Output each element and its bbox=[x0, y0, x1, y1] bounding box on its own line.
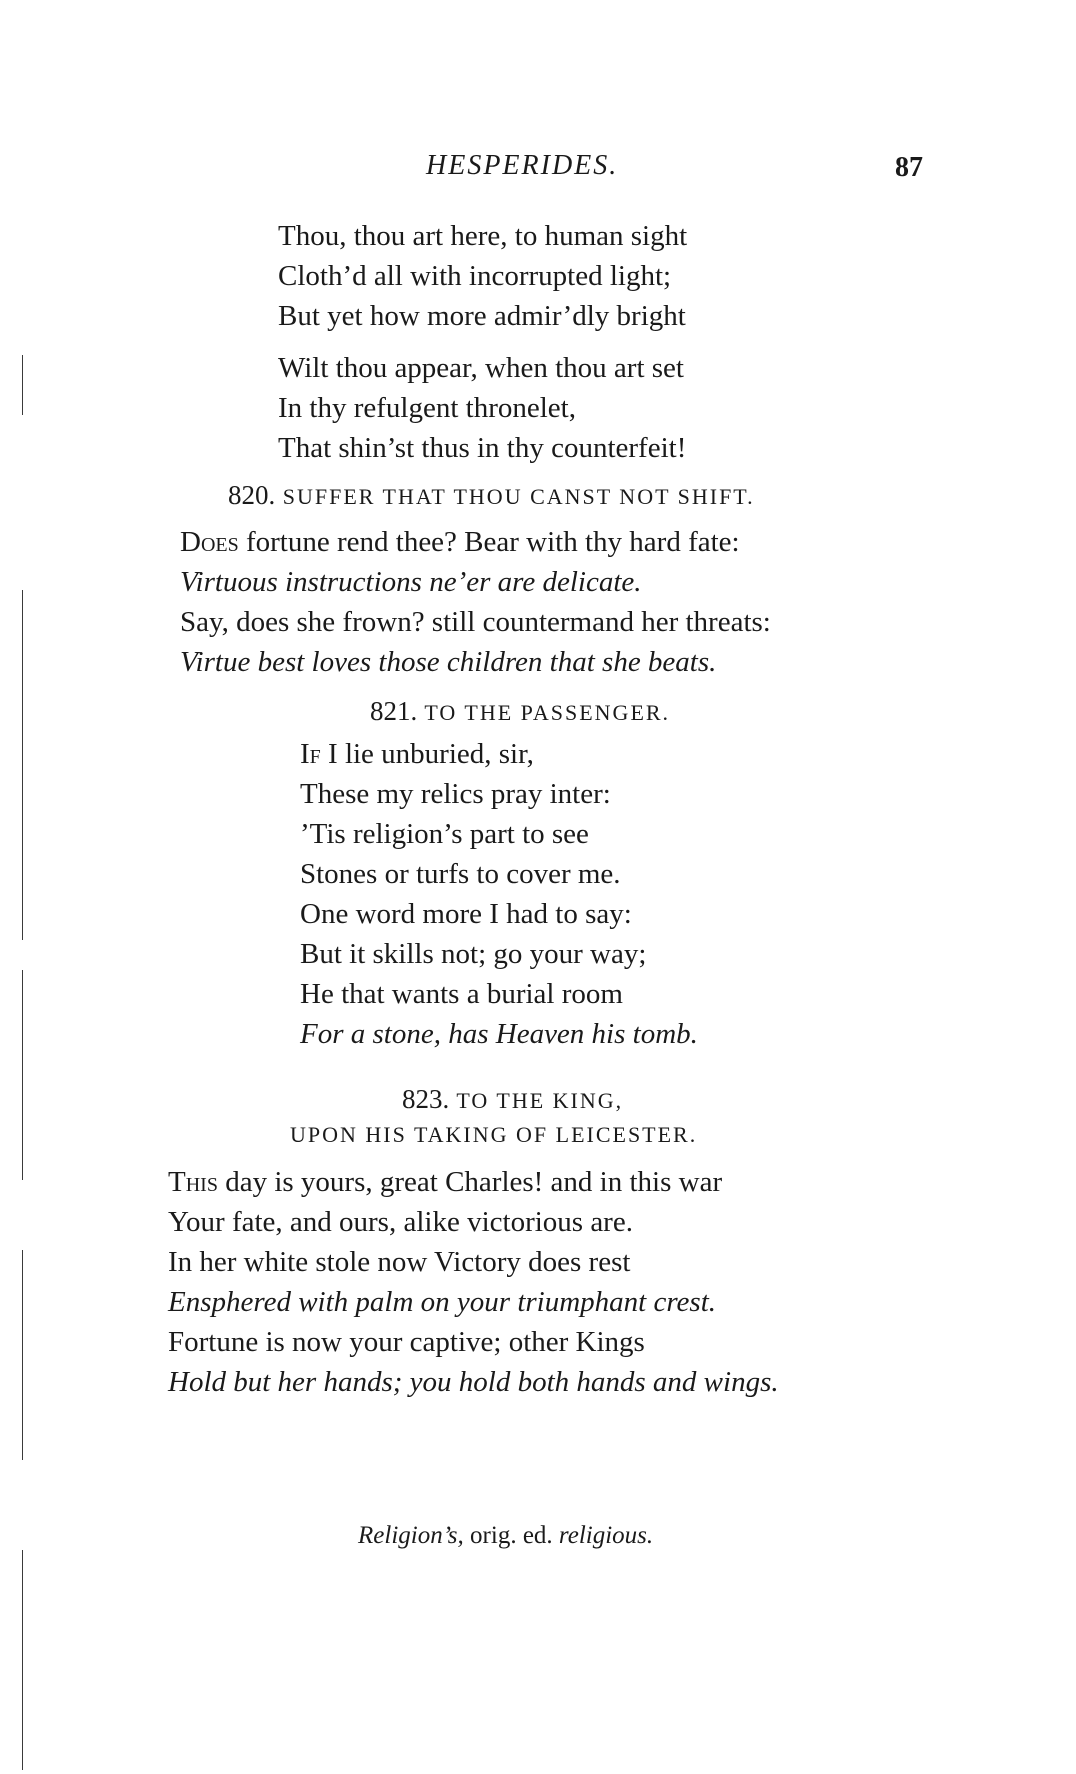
poem-823 bbox=[168, 1162, 779, 1402]
footnote bbox=[358, 1522, 653, 1550]
verse-line: Virtue best loves those children that she beats. bbox=[180, 646, 717, 678]
line-rest: day is yours, great Charles! and in this war bbox=[217, 1166, 723, 1198]
verse-line bbox=[180, 522, 771, 562]
verse-line: Your fate, and ours, alike victorious are. bbox=[168, 1206, 633, 1238]
initial-word: This bbox=[168, 1166, 218, 1198]
poem-heading-823 bbox=[402, 1084, 623, 1115]
poem-number: 821. bbox=[370, 696, 418, 726]
footnote-middle: orig. ed. bbox=[463, 1522, 559, 1549]
poem-subtitle-823: UPON HIS TAKING OF LEICESTER. bbox=[290, 1122, 698, 1147]
verse-line: Cloth’d all with incorrupted light; bbox=[278, 260, 672, 292]
verse-line: That shin’st thus in thy counterfeit! bbox=[278, 432, 687, 464]
verse-line: One word more I had to say: bbox=[300, 898, 632, 930]
page-number: 87 bbox=[895, 152, 923, 183]
verse-line: He that wants a burial room bbox=[300, 978, 623, 1010]
verse-line: But it skills not; go your way; bbox=[300, 938, 647, 970]
scan-edge-mark bbox=[22, 1550, 23, 1770]
poem-title: SUFFER THAT THOU CANST NOT SHIFT. bbox=[282, 484, 755, 509]
poem-820 bbox=[180, 522, 771, 682]
footnote-term: Religion’s, bbox=[358, 1522, 464, 1549]
verse-line: Stones or turfs to cover me. bbox=[300, 858, 621, 890]
poem-heading-820 bbox=[228, 480, 755, 511]
verse-line bbox=[168, 1162, 779, 1202]
verse-line: But yet how more admir’dly bright bbox=[278, 300, 686, 332]
verse-line: In her white stole now Victory does rest bbox=[168, 1246, 631, 1278]
footnote-variant: religious. bbox=[558, 1522, 654, 1549]
verse-line bbox=[300, 734, 698, 774]
scan-edge-mark bbox=[22, 1250, 23, 1460]
poem-number: 823. bbox=[402, 1084, 450, 1114]
verse-line: Thou, thou art here, to human sight bbox=[278, 220, 688, 252]
poem-number: 820. bbox=[228, 480, 276, 510]
running-title: HESPERIDES. bbox=[426, 150, 619, 181]
poem-title: TO THE KING, bbox=[456, 1088, 624, 1113]
initial-word: If bbox=[300, 738, 321, 770]
verse-line: Fortune is now your captive; other Kings bbox=[168, 1326, 645, 1358]
poem-title: TO THE PASSENGER. bbox=[424, 700, 671, 725]
page-header bbox=[0, 150, 1076, 190]
scan-edge-mark bbox=[22, 355, 23, 415]
verse-line: Wilt thou appear, when thou art set bbox=[278, 352, 684, 384]
verse-line: Hold but her hands; you hold both hands and wings. bbox=[168, 1366, 779, 1398]
poem-continuation bbox=[278, 216, 687, 468]
poem-heading-821 bbox=[370, 696, 670, 727]
verse-line: In thy refulgent thronelet, bbox=[278, 392, 576, 424]
line-rest: fortune rend thee? Bear with thy hard fate: bbox=[238, 526, 740, 558]
line-rest: I lie unburied, sir, bbox=[320, 738, 534, 770]
scan-edge-mark bbox=[22, 590, 23, 940]
poem-821 bbox=[300, 734, 698, 1054]
verse-line: Virtuous instructions ne’er are delicate. bbox=[180, 566, 642, 598]
verse-line: Ensphered with palm on your triumphant crest. bbox=[168, 1286, 717, 1318]
verse-line: ’Tis religion’s part to see bbox=[300, 818, 589, 850]
verse-line: For a stone, has Heaven his tomb. bbox=[300, 1018, 698, 1050]
verse-line: Say, does she frown? still countermand her threats: bbox=[180, 606, 771, 638]
verse-line: These my relics pray inter: bbox=[300, 778, 611, 810]
initial-word: Does bbox=[180, 526, 239, 558]
scan-edge-mark bbox=[22, 970, 23, 1180]
